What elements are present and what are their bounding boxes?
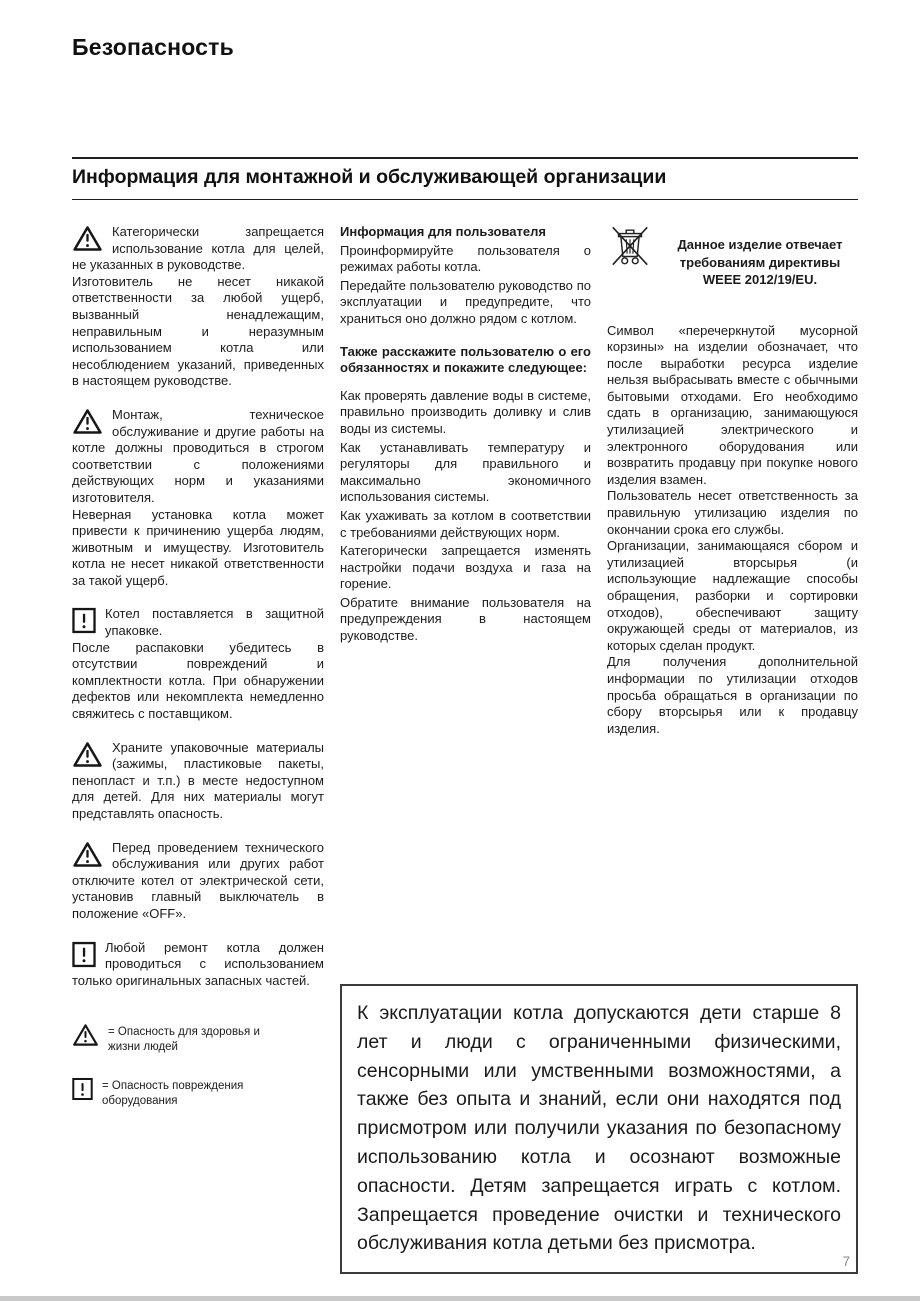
columns-middle-right xyxy=(340,224,858,968)
weee-directive-statement: Данное изделие отвечает требованиям директивы WEEE 2012/19/EU. xyxy=(677,237,843,287)
column-right xyxy=(607,224,858,968)
paragraph: Храните упаковочные материалы (зажимы, пластиковые пакеты, пенопласт и т.п.) в месте недоступном для детей. Для них материалы могут представлять опасность. xyxy=(72,739,324,821)
section-heading: Информация для монтажной и обслуживающей организации xyxy=(72,166,667,188)
legend-danger-people xyxy=(72,1023,324,1054)
paragraph: Организации, занимающаяся сбором и утилизацией вторсырья (и использующие надлежащие способы обращения, разборки и сортировки отходов), обеспечивают защиту окружающей среды от материалов, из которых сделан продукт. xyxy=(607,538,858,653)
paragraph: Категорически запрещается изменять настройки подачи воздуха и газа на горение. xyxy=(340,543,591,592)
paragraph: Пользователь несет ответственность за правильную утилизацию изделия по окончании срока его службы. xyxy=(607,488,858,537)
warning-triangle-icon xyxy=(72,1023,99,1047)
warning-triangle-icon xyxy=(72,225,103,252)
legend-damage-equipment xyxy=(72,1077,324,1108)
paragraph: Неверная установка котла может привести к причинению ущерба людям, животным и имуществу. Изготовитель котла не несет никакой ответственности за такой ущерб. xyxy=(72,506,324,588)
legend-label: = Опасность для здоровья и жизни людей xyxy=(108,1026,260,1053)
warning-block-power-off xyxy=(72,840,324,923)
paragraph: Проинформируйте пользователя о режимах работы котла. xyxy=(340,242,591,275)
subheading-user-info: Информация для пользователя xyxy=(340,224,546,239)
weee-directive-block xyxy=(607,224,858,289)
paragraph: Изготовитель не несет никакой ответственности за любой ущерб, вызванный ненадлежащим, неправильным и неразумным использованием котла или несоблюдением указаний, приведенных в настоящем руководстве. xyxy=(72,273,324,389)
page-number: 7 xyxy=(842,1254,850,1269)
exclamation-box-icon xyxy=(72,1077,93,1101)
paragraph: После распаковки убедитесь в отсутствии повреждений и комплектности котла. При обнаружении дефектов или некомплекта немедленно свяжитесь с поставщиком. xyxy=(72,639,324,722)
column-left xyxy=(72,224,324,1274)
paragraph: Котел поставляется в защитной упаковке. xyxy=(105,606,324,639)
paragraph: Любой ремонт котла должен проводиться с использованием только оригинальных запасных частей. xyxy=(72,939,324,988)
subheading-user-duties: Также расскажите пользователю о его обязанностях и покажите следующее: xyxy=(340,343,591,376)
paragraph: Монтаж, техническое обслуживание и другие работы на котле должны проводиться в строгом соответствии с положениями действующих норм и указаниями изготовителя. xyxy=(72,406,324,505)
columns xyxy=(72,224,858,1274)
warning-block-misuse xyxy=(72,224,324,390)
paragraph: Обратите внимание пользователя на предупреждения в настоящем руководстве. xyxy=(340,594,591,644)
page-title: Безопасность xyxy=(72,34,234,60)
warning-triangle-icon xyxy=(72,408,103,435)
paragraph: Как проверять давление воды в системе, правильно производить доливку и слив воды из системы. xyxy=(340,387,591,436)
right-area xyxy=(340,224,858,1274)
paragraph: Символ «перечеркнутой мусорной корзины» на изделии обозначает, что после выработки ресурса изделие нельзя выбрасывать вместе с обычными бытовыми отходами. Его необходимо сдать в организацию, занимающуюся утилизацией электрического и электронного оборудования или возвратить продавцу при покупке нового изделия взамен. xyxy=(607,322,858,487)
legend-label: = Опасность повреждения оборудования xyxy=(102,1080,244,1107)
paragraph: Перед проведением технического обслуживания или других работ отключите котел от электрической сети, установив главный выключатель в положение «OFF». xyxy=(72,839,324,921)
paragraph: Как устанавливать температуру и регуляторы для правильного и максимально экономичного использования системы. xyxy=(340,439,591,505)
exclamation-box-icon xyxy=(72,607,96,634)
child-safety-notice-text: К эксплуатации котла допускаются дети старше 8 лет и люди с ограниченными физическими, сенсорными или умственными возможностями, а также без опыта и знаний, если они находятся под присмотром или получили указания по безопасному использованию котла и осознают возможные опасности. Детям запрещается играть с котлом. Запрещается проведение очистки и технического обслуживания котла детьми без присмотра. xyxy=(357,1002,841,1255)
weee-crossed-bin-icon xyxy=(607,224,653,268)
warning-block-packing-materials xyxy=(72,740,324,823)
warning-block-installation xyxy=(72,407,324,590)
exclamation-box-icon xyxy=(72,941,96,968)
notice-block-packaging xyxy=(72,606,324,722)
paragraph: Как ухаживать за котлом в соответствии с требованиями действующих норм. xyxy=(340,507,591,540)
warning-triangle-icon xyxy=(72,741,103,768)
column-middle xyxy=(340,224,591,968)
page-bottom-edge xyxy=(0,1296,920,1301)
paragraph: Для получения дополнительной информации по утилизации отходов просьба обращаться в организации по сбору вторсырья или к продавцу изделия. xyxy=(607,654,858,736)
paragraph: Передайте пользователю руководство по эксплуатации и предупредите, что храниться оно должно рядом с котлом. xyxy=(340,277,591,326)
warning-triangle-icon xyxy=(72,841,103,868)
section-heading-band xyxy=(72,157,858,200)
notice-block-spare-parts xyxy=(72,940,324,990)
paragraph: Категорически запрещается использование котла для целей, не указанных в руководстве. xyxy=(72,224,324,273)
child-safety-notice-box xyxy=(340,984,858,1274)
